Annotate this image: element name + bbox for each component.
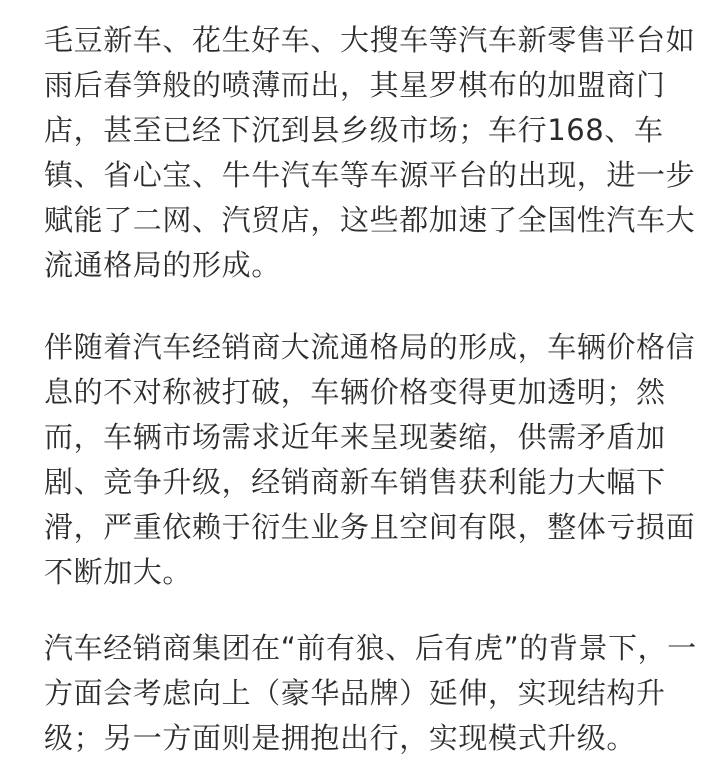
paragraph-line: 店，甚至已经下沉到县乡级市场；车行168、车 xyxy=(44,113,664,147)
paragraph-line: 不断加大。 xyxy=(44,555,193,589)
paragraph-line: 流通格局的形成。 xyxy=(44,248,281,282)
paragraph-line: 汽车经销商集团在“前有狼、后有虎”的背景下，一 xyxy=(44,631,697,665)
paragraph-line: 息的不对称被打破，车辆价格变得更加透明；然 xyxy=(44,375,666,409)
paragraph-3 xyxy=(44,626,697,761)
paragraph-line: 级；另一方面则是拥抱出行，实现模式升级。 xyxy=(44,721,637,755)
paragraph-line: 方面会考虑向上（豪华品牌）延伸，实现结构升 xyxy=(44,676,666,710)
paragraph-1 xyxy=(44,18,695,288)
paragraph-line: 赋能了二网、汽贸店，这些都加速了全国性汽车大 xyxy=(44,203,696,237)
paragraph-line: 伴随着汽车经销商大流通格局的形成，车辆价格信 xyxy=(44,330,696,364)
paragraph-line: 镇、省心宝、牛牛汽车等车源平台的出现，进一步 xyxy=(44,158,696,192)
paragraph-line: 剧、竞争升级，经销商新车销售获利能力大幅下 xyxy=(44,465,666,499)
paragraph-2 xyxy=(44,325,695,595)
paragraph-line: 毛豆新车、花生好车、大搜车等汽车新零售平台如 xyxy=(44,23,696,57)
paragraph-line: 雨后春笋般的喷薄而出，其星罗棋布的加盟商门 xyxy=(44,68,666,102)
paragraph-line: 而，车辆市场需求近年来呈现萎缩，供需矛盾加 xyxy=(44,420,666,454)
paragraph-line: 滑，严重依赖于衍生业务且空间有限，整体亏损面 xyxy=(44,510,696,544)
